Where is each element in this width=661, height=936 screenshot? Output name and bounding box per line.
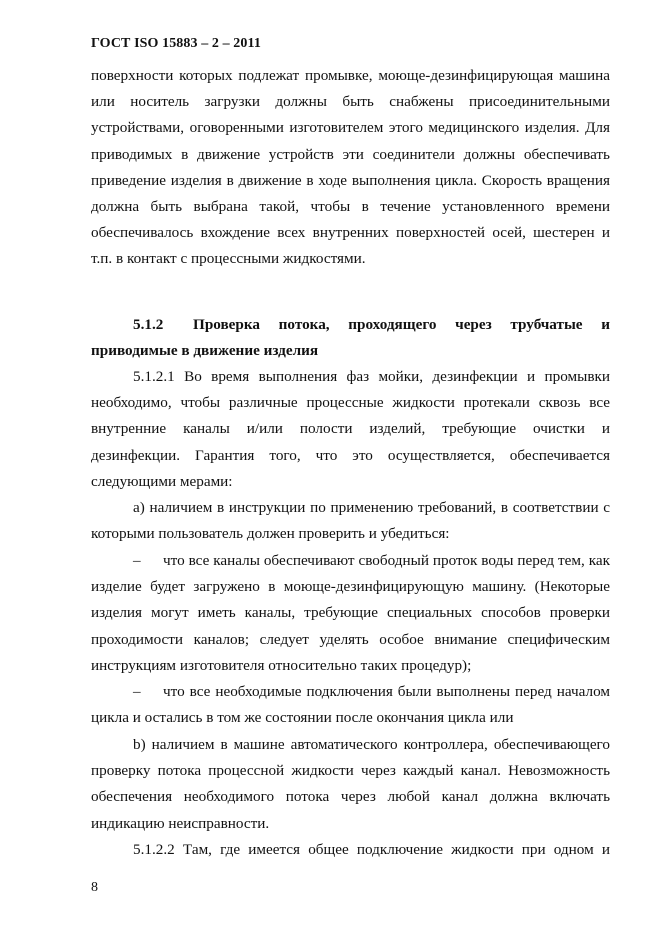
list-item-text: что все необходимые подключения были выполнены перед началом цикла и остались в том же состоянии после окончания цикла или [91,683,610,727]
section-number: 5.1.2 [133,316,164,333]
list-item-text: что все каналы обеспечивают свободный проток воды перед тем, как изделие будет загружено в моюще-дезинфицирующую машину. (Некоторые изделия могут иметь каналы, требующие специальных способов проверки проходимости каналов; следует уделять особое внимание специфическим инструкциям изготовителя относительно таких процедур); [91,552,610,674]
paragraph-item-b: b) наличием в машине автоматического контроллера, обеспечивающего проверку потока процессной жидкости через каждый канал. Невозможность обеспечения необходимого потока через любой канал должна включать индикацию неисправности. [91,736,610,832]
section-title-line-1: Проверка потока, проходящего через трубчатые и [193,316,610,333]
page-header: ГОСТ ISO 15883 – 2 – 2011 [91,36,261,51]
paragraph-item-a: а) наличием в инструкции по применению требований, в соответствии с которыми пользователь должен проверить и убедиться: [91,499,610,543]
section-heading [91,312,610,364]
page-number: 8 [91,880,98,895]
list-item-channels-check [91,548,610,679]
list-dash: – [133,552,141,569]
paragraph-continuation: поверхности которых подлежат промывке, моюще-дезинфицирующая машина или носитель загрузки должны быть снабжены присоединительными устройствами, оговоренными изготовителем этого медицинского изделия. Для приводимых в движение устройств эти соединители должны обеспечивать приведение изделия в движение в ходе выполнения цикла. Скорость вращения должна быть выбрана такой, чтобы в течение установленного времени обеспечивалось вхождение всех внутренних поверхностей осей, шестерен и т.п. в контакт с процессными жидкостями. [91,67,610,268]
section-title-line-2: приводимые в движение изделия [91,342,319,360]
paragraph-5-1-2-1: 5.1.2.1 Во время выполнения фаз мойки, дезинфекции и промывки необходимо, чтобы различные процессные жидкости протекали сквозь все внутренние каналы и/или полости изделий, требующие очистки и дезинфекции. Гарантия того, что это осуществляется, обеспечивается следующими мерами: [91,368,610,490]
list-item-connections-check [91,679,610,731]
paragraph-5-1-2-2: 5.1.2.2 Там, где имеется общее подключение жидкости при одном и [133,841,610,858]
list-dash: – [133,683,141,700]
